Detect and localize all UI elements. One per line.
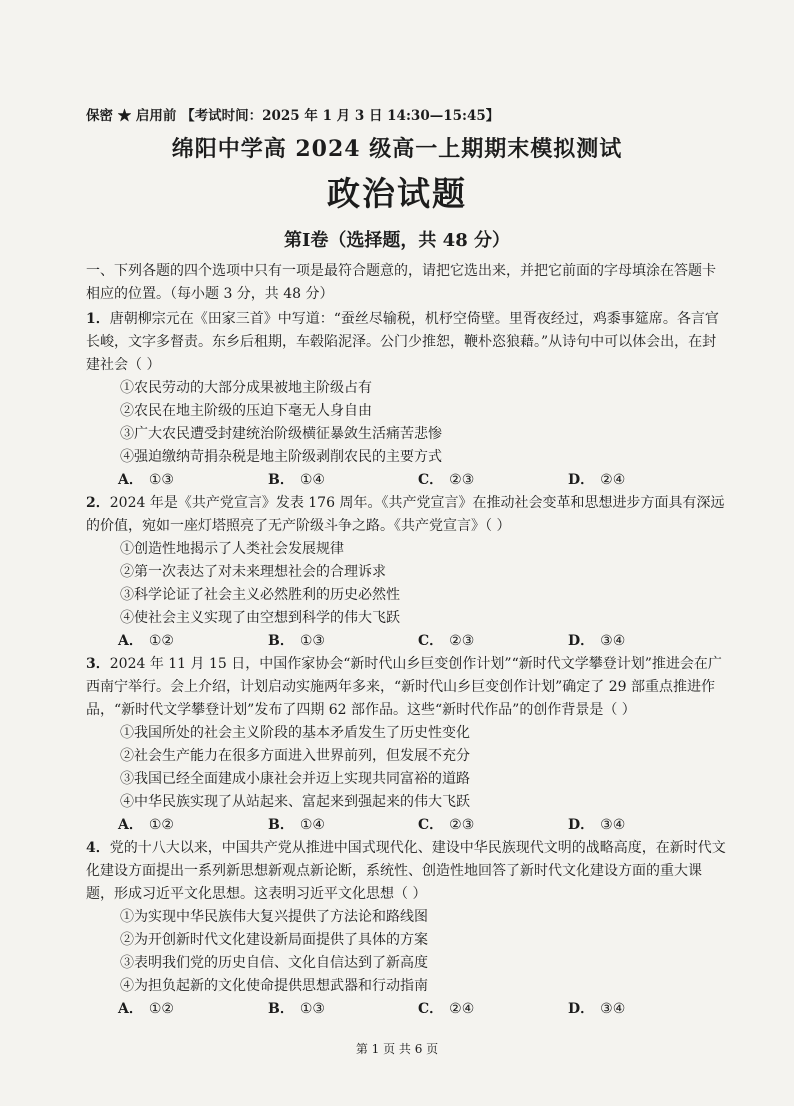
choice-text: ①③ [299, 633, 325, 649]
question-stem [86, 308, 726, 377]
answer-choices [86, 814, 726, 837]
statement-option: ①创造性地揭示了人类社会发展规律 [120, 541, 344, 557]
question-stem [86, 492, 726, 538]
exam-title: 绵阳中学高 2024 级高一上期期末模拟测试 [171, 136, 623, 162]
choice-letter: C． [418, 817, 444, 833]
statement-option: ③我国已经全面建成小康社会并迈上实现共同富裕的道路 [120, 771, 470, 787]
choice-b[interactable] [268, 814, 418, 837]
question-number: 4． [86, 840, 110, 856]
choice-text: ①③ [148, 472, 174, 488]
answer-choices [86, 630, 726, 653]
choice-c[interactable] [418, 998, 568, 1021]
choice-text: ①④ [299, 472, 325, 488]
choice-c[interactable] [418, 630, 568, 653]
choice-text: ②④ [600, 472, 626, 488]
choice-d[interactable] [568, 998, 718, 1021]
subject-title: 政治试题 [327, 174, 467, 213]
choice-letter: C． [418, 472, 444, 488]
choice-text: ②③ [449, 633, 475, 649]
choice-letter: A． [118, 817, 143, 833]
statement-option: ①我国所处的社会主义阶段的基本矛盾发生了历史性变化 [120, 725, 470, 741]
choice-c[interactable] [418, 814, 568, 837]
statement-option: ④使社会主义实现了由空想到科学的伟大飞跃 [120, 610, 400, 626]
question-3 [86, 653, 726, 837]
choice-letter: A． [118, 1001, 143, 1017]
question-number: 1． [86, 311, 110, 327]
choice-letter: C． [418, 633, 444, 649]
question-2 [86, 492, 726, 653]
choice-letter: D． [568, 633, 595, 649]
question-section [86, 260, 726, 1021]
choice-letter: D． [568, 817, 595, 833]
choice-text: ③④ [600, 1001, 626, 1017]
choice-b[interactable] [268, 998, 418, 1021]
choice-letter: A． [118, 472, 143, 488]
question-text: 2024 年 11 月 15 日，中国作家协会“新时代山乡巨变创作计划”“新时代文学攀登计划”推进会在广西南宁举行。会上介绍，计划启动实施两年多来，“新时代山乡巨变创作计划”确定了 29 部重点推进作品，“新时代文学攀登计划”发布了四期 62 部作品。这些“新时代作品”的创作背景是（ ） [86, 656, 722, 718]
question-number: 3． [86, 656, 110, 672]
statement-option: ④为担负起新的文化使命提供思想武器和行动指南 [120, 978, 428, 994]
choice-b[interactable] [268, 630, 418, 653]
choice-letter: B． [268, 633, 294, 649]
question-stem [86, 837, 726, 906]
question-text: 唐朝柳宗元在《田家三首》中写道：“蚕丝尽输税，机杼空倚壁。里胥夜经过，鸡黍事筵席。各言官长峻，文字多督责。东乡后租期，车毂陷泥泽。公门少推恕，鞭朴恣狼藉。”从诗句中可以体会出，在封建社会（ ） [86, 311, 719, 373]
choice-text: ②③ [449, 817, 475, 833]
choice-c[interactable] [418, 469, 568, 492]
choice-letter: C． [418, 1001, 444, 1017]
choice-text: ③④ [600, 633, 626, 649]
statement-option: ④中华民族实现了从站起来、富起来到强起来的伟大飞跃 [120, 794, 470, 810]
question-text: 党的十八大以来，中国共产党从推进中国式现代化、建设中华民族现代文明的战略高度，在新时代文化建设方面提出一系列新思想新观点新论断，系统性、创造性地回答了新时代文化建设方面的重大课题，形成习近平文化思想。这表明习近平文化思想（ ） [86, 840, 726, 902]
answer-choices [86, 469, 726, 492]
choice-letter: B． [268, 817, 294, 833]
choice-text: ①③ [299, 1001, 325, 1017]
choice-text: ①② [148, 817, 174, 833]
choice-letter: B． [268, 1001, 294, 1017]
statement-option: ③科学论证了社会主义必然胜利的历史必然性 [120, 587, 400, 603]
choice-d[interactable] [568, 814, 718, 837]
choice-letter: D． [568, 472, 595, 488]
choice-text: ①② [148, 633, 174, 649]
statement-option: ②社会生产能力在很多方面进入世界前列，但发展不充分 [120, 748, 470, 764]
choice-text: ①② [148, 1001, 174, 1017]
statement-option: ①为实现中华民族伟大复兴提供了方法论和路线图 [120, 909, 428, 925]
statement-option: ①农民劳动的大部分成果被地主阶级占有 [120, 380, 372, 396]
page-number-footer: 第 1 页 共 6 页 [355, 1042, 439, 1056]
choice-text: ②③ [449, 472, 475, 488]
question-stem [86, 653, 726, 722]
statement-option: ④强迫缴纳苛捐杂税是地主阶级剥削农民的主要方式 [120, 449, 442, 465]
choice-letter: D． [568, 1001, 595, 1017]
choice-letter: A． [118, 633, 143, 649]
choice-text: ①④ [299, 817, 325, 833]
statement-option: ③广大农民遭受封建统治阶级横征暴敛生活痛苦悲惨 [120, 426, 442, 442]
choice-a[interactable] [118, 630, 268, 653]
choice-letter: B． [268, 472, 294, 488]
question-number: 2． [86, 495, 110, 511]
statement-option: ③表明我们党的历史自信、文化自信达到了新高度 [120, 955, 428, 971]
answer-choices [86, 998, 726, 1021]
section-instructions: 一、下列各题的四个选项中只有一项是最符合题意的，请把它选出来，并把它前面的字母填涂在答题卡相应的位置。（每小题 3 分，共 48 分） [86, 263, 716, 302]
choice-b[interactable] [268, 469, 418, 492]
choice-d[interactable] [568, 469, 718, 492]
statement-option: ②农民在地主阶级的压迫下毫无人身自由 [120, 403, 372, 419]
choice-a[interactable] [118, 998, 268, 1021]
part-title: 第Ⅰ卷（选择题，共 48 分） [283, 230, 510, 251]
choice-d[interactable] [568, 630, 718, 653]
question-text: 2024 年是《共产党宣言》发表 176 周年。《共产党宣言》在推动社会变革和思想进步方面具有深远的价值，宛如一座灯塔照亮了无产阶级斗争之路。《共产党宣言》（ ） [86, 495, 725, 534]
question-1 [86, 308, 726, 492]
choice-a[interactable] [118, 814, 268, 837]
choice-text: ③④ [600, 817, 626, 833]
statement-option: ②第一次表达了对未来理想社会的合理诉求 [120, 564, 386, 580]
statement-option: ②为开创新时代文化建设新局面提供了具体的方案 [120, 932, 428, 948]
confidential-header: 保密 ★ 启用前 【考试时间：2025 年 1 月 3 日 14:30—15:45】 [86, 108, 500, 124]
choice-a[interactable] [118, 469, 268, 492]
question-4 [86, 837, 726, 1021]
choice-text: ②④ [449, 1001, 475, 1017]
